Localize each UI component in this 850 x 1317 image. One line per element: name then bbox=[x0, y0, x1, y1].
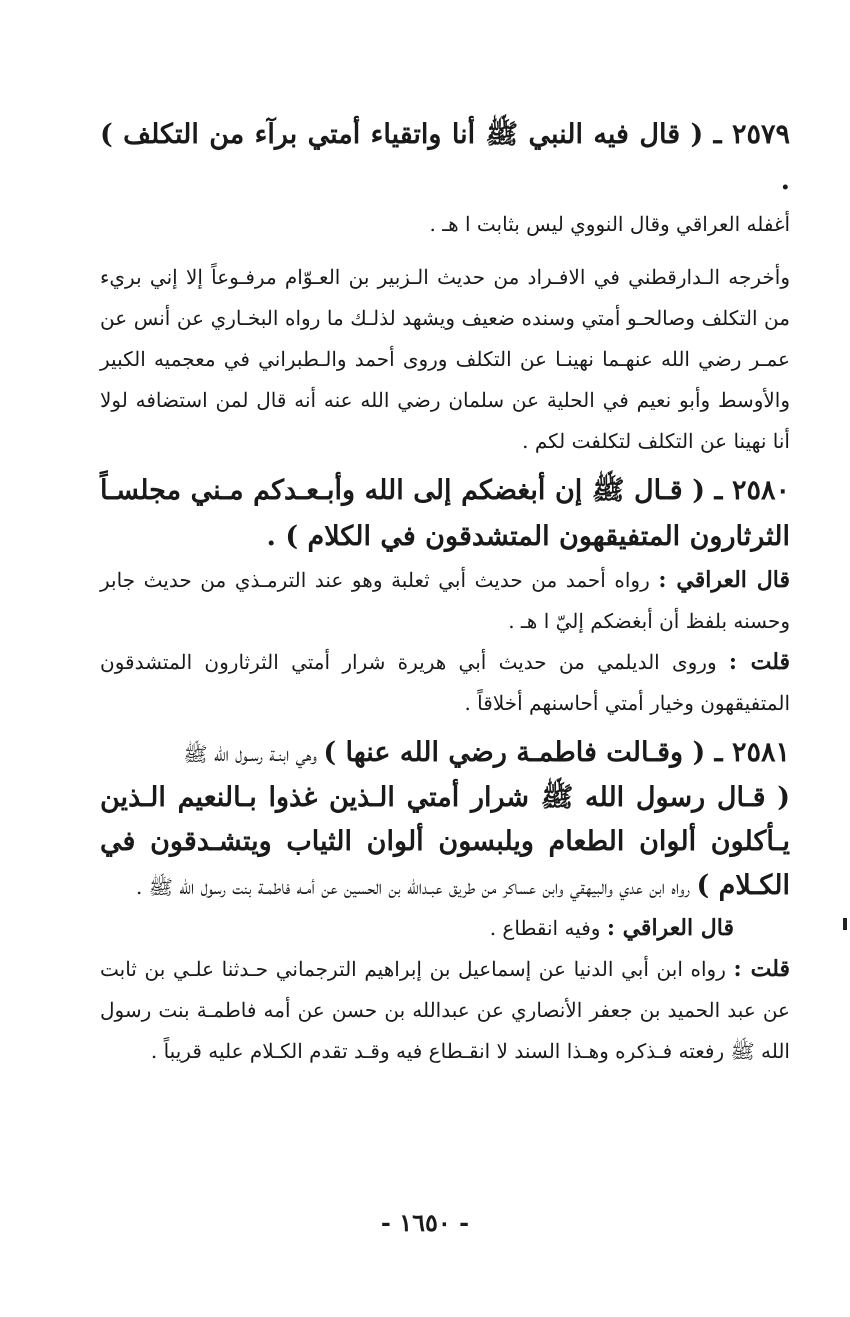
iraqi-text: رواه أحمد من حديث أبي ثعلبة وهو عند الترمـذي من حديث جابر وحسنه بلفظ أن أبغضكم إليّ ا هـ . bbox=[100, 568, 790, 633]
entry-2581-iraqi bbox=[100, 908, 790, 949]
entry-2581 bbox=[100, 730, 790, 1072]
entry-2579-takhrij: وأخرجه الـدارقطني في الافـراد من حديث الـزبير بن العـوّام مرفـوعاً إلا إني بريء من التكلف وصالحـو أمتي وسنده ضعيف ويشهد لذلـك ما رواه البخـاري عن أنس عن عمـر رضي الله عنهـما نهينـا عن التكلف وروى أحمد والـطبراني في معجميه الكبير والأوسط وأبو نعيم في الحلية عن سلمان رضي الله عنه أنه قال لمن استضافه لولا أنا نهينا عن التكلف لتكلفت لكم . bbox=[100, 265, 790, 453]
entry-2581-heading bbox=[100, 730, 790, 776]
iraqi-label: قال العراقي : bbox=[658, 567, 790, 593]
iraqi-label: قال العراقي : bbox=[606, 915, 734, 941]
iraqi-text: وفيه انقطاع . bbox=[489, 916, 601, 940]
entry-2580-iraqi bbox=[100, 560, 790, 642]
page-number: - ١٦٥٠ - bbox=[380, 1208, 470, 1237]
entry-2580-heading: ٢٥٨٠ ـ ( قـال ﷺ إن أبغضكم إلى الله وأبـعـدكم مـني مجلسـاً الثرثارون المتفيقهون المتشدقون في الكلام ) . bbox=[100, 475, 790, 552]
entry-2581-hadith bbox=[100, 776, 790, 908]
entry-2581-heading-plain: وهي ابنـة رسـول الله ﷺ bbox=[183, 742, 324, 766]
qult-label: قلت : bbox=[728, 649, 791, 675]
entry-2581-source: رواه ابن عدي والبيهقي وابن عساكر من طريق عبـدالله بن الحسين عن أمـه فاطمـة بنت رسول الله ﷺ . bbox=[136, 875, 697, 899]
entry-2579-note: أغفله العراقي وقال النووي ليس بثابت ا هـ . bbox=[429, 212, 790, 236]
entry-2581-qult bbox=[100, 949, 790, 1072]
entry-2580-qult bbox=[100, 642, 790, 724]
entry-2579 bbox=[100, 112, 790, 462]
entry-2580 bbox=[100, 468, 790, 724]
margin-mark bbox=[843, 918, 847, 930]
qult-text: رواه ابن أبي الدنيا عن إسماعيل بن إبراهيم الترجماني حـدثنا علـي بن ثابت عن عبد الحميد بن جعفر الأنصاري عن عبدالله بن حسن عن أمه فاطمـة بنت رسول الله ﷺ رفعته فـذكره وهـذا السند لا انقـطاع فيه وقـد تقدم الكـلام عليه قريباً . bbox=[100, 957, 790, 1063]
qult-label: قلت : bbox=[733, 956, 791, 982]
entry-2579-heading: ٢٥٧٩ ـ ( قال فيه النبي ﷺ أنا واتقياء أمتي برآء من التكلف ) . bbox=[100, 119, 790, 196]
entry-2581-heading-bold: ٢٥٨١ ـ ( وقـالت فاطمـة رضي الله عنها ) bbox=[323, 737, 790, 768]
page-body bbox=[100, 112, 790, 1072]
entry-2581-hadith-text: ( قـال رسول الله ﷺ شرار أمتي الـذين غذوا بـالنعيم الـذين يـأكلون ألوان الطعام ويلبسون ألوان الثياب ويتشـدقون في الكـلام ) bbox=[100, 782, 790, 901]
qult-text: وروى الديلمي من حديث أبي هريرة شرار أمتي الثرثارون المتشدقون المتفيقهون وخيار أمتي أحاسنهم أخلاقاً . bbox=[100, 650, 790, 715]
